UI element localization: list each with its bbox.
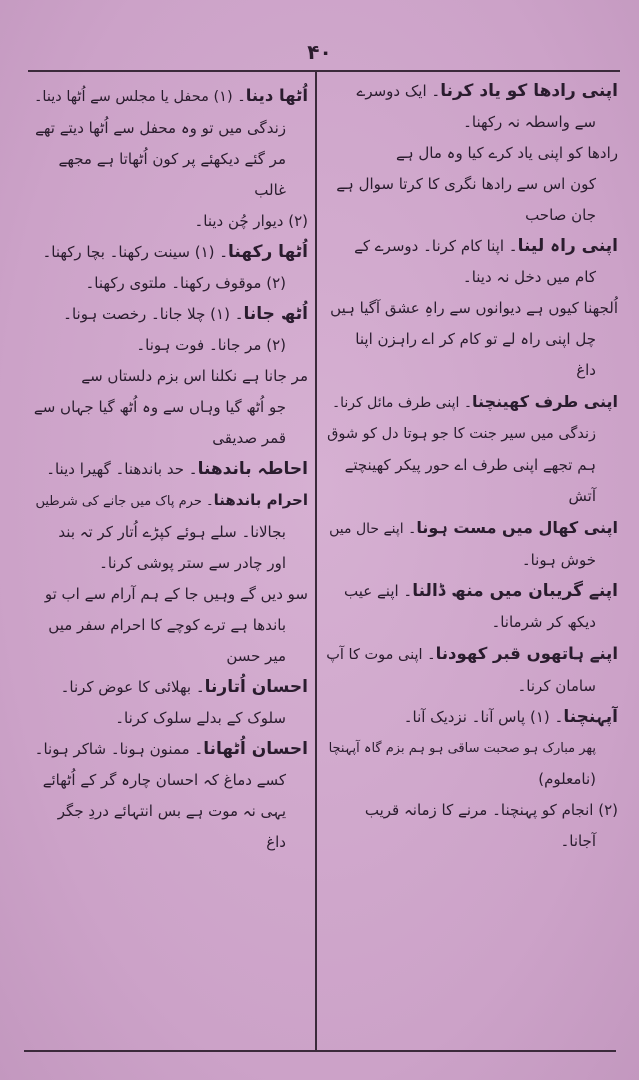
entry-line xyxy=(326,638,618,671)
dictionary-entry xyxy=(326,293,618,386)
entry-line xyxy=(326,545,618,576)
entry-line xyxy=(28,206,308,237)
dictionary-entry xyxy=(28,80,308,206)
entry-line xyxy=(326,671,618,702)
entry-text: اُلجھنا کیوں ہے دیوانوں سے راہِ عشق آگیا ہیں xyxy=(330,299,618,317)
entry-text: قمر صدیقی xyxy=(212,429,286,447)
definition-text: ۔ ایک دوسرے xyxy=(356,82,441,100)
entry-line xyxy=(326,107,618,138)
entry-text: زندگی میں سیر جنت کا جو ہوتا دل کو شوق xyxy=(327,426,596,442)
entry-line xyxy=(326,733,618,764)
dictionary-entry xyxy=(326,231,618,293)
definition-text: ۔ (۱) پاس آنا۔ نزدیک آنا۔ xyxy=(403,708,564,726)
headword: اپنے ہاتھوں قبر کھودنا xyxy=(435,644,618,663)
entry-line xyxy=(28,672,308,703)
dictionary-entry xyxy=(28,485,308,579)
headword: اپنی راہ لینا xyxy=(517,236,618,256)
definition-text: ۔ (۱) چلا جانا۔ رخصت ہونا۔ xyxy=(63,305,244,323)
entry-line xyxy=(326,324,618,355)
entry-text: مر گئے دیکھئے پر کون اُٹھاتا ہے مجھے xyxy=(58,150,286,168)
entry-text: سلوک کے بدلے سلوک کرنا۔ xyxy=(115,709,286,727)
entry-text: (۲) موقوف رکھنا۔ ملتوی رکھنا۔ xyxy=(85,274,286,292)
entry-text: دیکھ کر شرمانا۔ xyxy=(491,613,596,631)
entry-line xyxy=(326,702,618,733)
dictionary-entry xyxy=(28,237,308,299)
dictionary-entry xyxy=(28,206,308,237)
entry-text: (۲) مر جانا۔ فوت ہونا۔ xyxy=(136,336,286,354)
entry-text: میر حسن xyxy=(226,647,286,665)
entry-text: سو دیں گے وہیں جا کے ہم آرام سے اب تو xyxy=(44,585,308,603)
entry-line xyxy=(28,485,308,517)
definition-text: ۔ اپنے حال میں xyxy=(329,521,417,537)
top-rule xyxy=(28,70,620,72)
entry-line xyxy=(28,423,308,454)
dictionary-entry xyxy=(326,80,618,138)
headword: اُٹھ جانا xyxy=(243,304,308,324)
entry-line xyxy=(326,355,618,386)
entry-line xyxy=(28,641,308,672)
entry-line xyxy=(326,169,618,200)
entry-line xyxy=(28,80,308,113)
definition-text: ۔ بھلائی کا عوض کرنا۔ xyxy=(60,678,205,696)
left-column xyxy=(28,80,308,1045)
entry-line xyxy=(326,80,618,107)
definition-text: ۔ حرم پاک میں جانے کی شرطیں xyxy=(35,494,214,509)
entry-line xyxy=(28,330,308,361)
dictionary-entry xyxy=(326,702,618,795)
headword: آپہنچنا xyxy=(563,707,618,727)
entry-line xyxy=(28,703,308,734)
dictionary-entry xyxy=(28,672,308,734)
entry-line xyxy=(28,268,308,299)
entry-text: کام میں دخل نہ دینا۔ xyxy=(462,268,596,286)
headword: اپنے گریبان میں منھ ڈالنا xyxy=(412,581,618,601)
bottom-rule xyxy=(24,1050,616,1052)
entry-text: اور چادر سے ستر پوشی کرنا۔ xyxy=(99,554,286,572)
entry-line xyxy=(326,419,618,450)
entry-text: داغ xyxy=(266,833,286,851)
definition-text: ۔ اپنا کام کرنا۔ دوسرے کے xyxy=(354,237,518,255)
entry-text: مر جانا ہے نکلنا اس بزم دلستاں سے xyxy=(81,367,308,385)
definition-text: ۔ (۱) محفل یا مجلس سے اُٹھا دینا۔ xyxy=(33,89,246,105)
dictionary-entry xyxy=(28,299,308,361)
definition-text: ۔ ممنون ہونا۔ شاکر ہونا۔ xyxy=(34,740,204,758)
dictionary-entry xyxy=(326,512,618,576)
definition-text: ۔ اپنی طرف مائل کرنا۔ xyxy=(331,395,473,411)
entry-line xyxy=(326,795,618,826)
dictionary-entry xyxy=(28,579,308,672)
entry-text: چل اپنی راہ لے تو کام کر اے راہزن اپنا xyxy=(355,330,596,348)
entry-text: آتش xyxy=(568,487,596,505)
entry-line xyxy=(326,231,618,262)
entry-line xyxy=(28,175,308,206)
column-divider xyxy=(315,70,317,1052)
entry-text: (۲) دیوار چُن دینا۔ xyxy=(194,212,308,230)
dictionary-entry xyxy=(28,361,308,454)
definition-text: ۔ اپنے عیب xyxy=(344,582,413,600)
dictionary-entry xyxy=(326,638,618,702)
dictionary-entry xyxy=(326,795,618,857)
entry-text: سامان کرنا۔ xyxy=(517,677,596,695)
headword: اُٹھا رکھنا xyxy=(228,242,308,262)
entry-line xyxy=(28,610,308,641)
entry-text: غالب xyxy=(254,181,286,199)
entry-text: باندھا ہے ترے کوچے کا احرام سفر میں xyxy=(48,616,286,634)
page-number: ۴۰ xyxy=(307,40,332,64)
entry-line xyxy=(28,237,308,268)
entry-text: جان صاحب xyxy=(525,206,596,224)
entry-line xyxy=(326,607,618,638)
entry-line xyxy=(326,386,618,419)
entry-line xyxy=(28,765,308,796)
entry-line xyxy=(326,450,618,481)
entry-text: (۲) انجام کو پہنچنا۔ مرنے کا زمانہ قریب xyxy=(364,801,618,819)
entry-text: سے واسطہ نہ رکھنا۔ xyxy=(463,113,596,131)
entry-line xyxy=(28,113,308,144)
entry-text: خوش ہونا۔ xyxy=(521,551,596,569)
entry-line xyxy=(326,138,618,169)
headword: اُٹھا دینا xyxy=(245,86,308,105)
entry-line xyxy=(326,764,618,795)
headword: احسان اُٹھانا xyxy=(203,739,308,759)
entry-line xyxy=(28,361,308,392)
entry-text: پھر مبارک ہو صحبت ساقی ہو ہم بزم گاہ آپہنچا xyxy=(328,741,596,756)
definition-text: ۔ حد باندھنا۔ گھیرا دینا۔ xyxy=(46,460,198,478)
entry-text: زندگی میں تو وہ محفل سے اُٹھا دیتے تھے xyxy=(35,119,286,137)
entry-text: کسے دماغ کہ احسان چارہ گر کے اُٹھائے xyxy=(42,771,286,789)
entry-line xyxy=(28,827,308,858)
headword: اپنی رادھا کو یاد کرنا xyxy=(440,81,618,101)
dictionary-entry xyxy=(28,734,308,858)
dictionary-entry xyxy=(28,454,308,485)
entry-text: کون اس سے رادھا نگری کا کرتا سوال ہے xyxy=(336,175,596,193)
entry-line xyxy=(326,512,618,545)
entry-text: جو اُٹھ گیا وہاں سے وہ اُٹھ گیا جہاں سے xyxy=(33,398,286,416)
entry-line xyxy=(326,576,618,607)
definition-text: ۔ اپنی موت کا آپ xyxy=(326,647,436,663)
entry-line xyxy=(326,826,618,857)
entry-text: آجانا۔ xyxy=(560,832,596,850)
dictionary-entry xyxy=(326,576,618,638)
headword: احسان اُتارنا xyxy=(204,677,308,697)
entry-line xyxy=(28,392,308,423)
entry-line xyxy=(28,517,308,548)
entry-line xyxy=(28,579,308,610)
dictionary-entry xyxy=(326,386,618,512)
headword: احاطہ باندھنا xyxy=(197,459,308,479)
definition-text: ۔ (۱) سینت رکھنا۔ بچا رکھنا۔ xyxy=(42,243,229,261)
entry-text: ہم تجھے اپنی طرف اے حور پیکر کھینچتے xyxy=(344,456,596,474)
entry-text: داغ xyxy=(576,361,596,379)
entry-line xyxy=(326,481,618,512)
entry-line xyxy=(28,548,308,579)
headword: احرام باندھنا xyxy=(213,491,308,509)
entry-line xyxy=(326,293,618,324)
entry-line xyxy=(326,200,618,231)
entry-line xyxy=(326,262,618,293)
entry-line xyxy=(28,734,308,765)
entry-line xyxy=(28,454,308,485)
dictionary-entry xyxy=(326,138,618,231)
entry-text: رادھا کو اپنی یاد کرے کیا وہ مال ہے xyxy=(396,144,618,162)
entry-line xyxy=(28,144,308,175)
entry-text: (نامعلوم) xyxy=(538,770,596,788)
headword: اپنی طرف کھینچنا xyxy=(472,392,618,411)
right-column xyxy=(326,80,618,1045)
entry-line xyxy=(28,299,308,330)
headword: اپنی کھال میں مست ہونا xyxy=(416,518,618,537)
entry-text: یہی نہ موت ہے بس انتہائے دردِ جگر xyxy=(57,802,286,820)
entry-line xyxy=(28,796,308,827)
entry-text: بجالانا۔ سلے ہوئے کپڑے اُتار کر تہ بند xyxy=(58,523,286,541)
